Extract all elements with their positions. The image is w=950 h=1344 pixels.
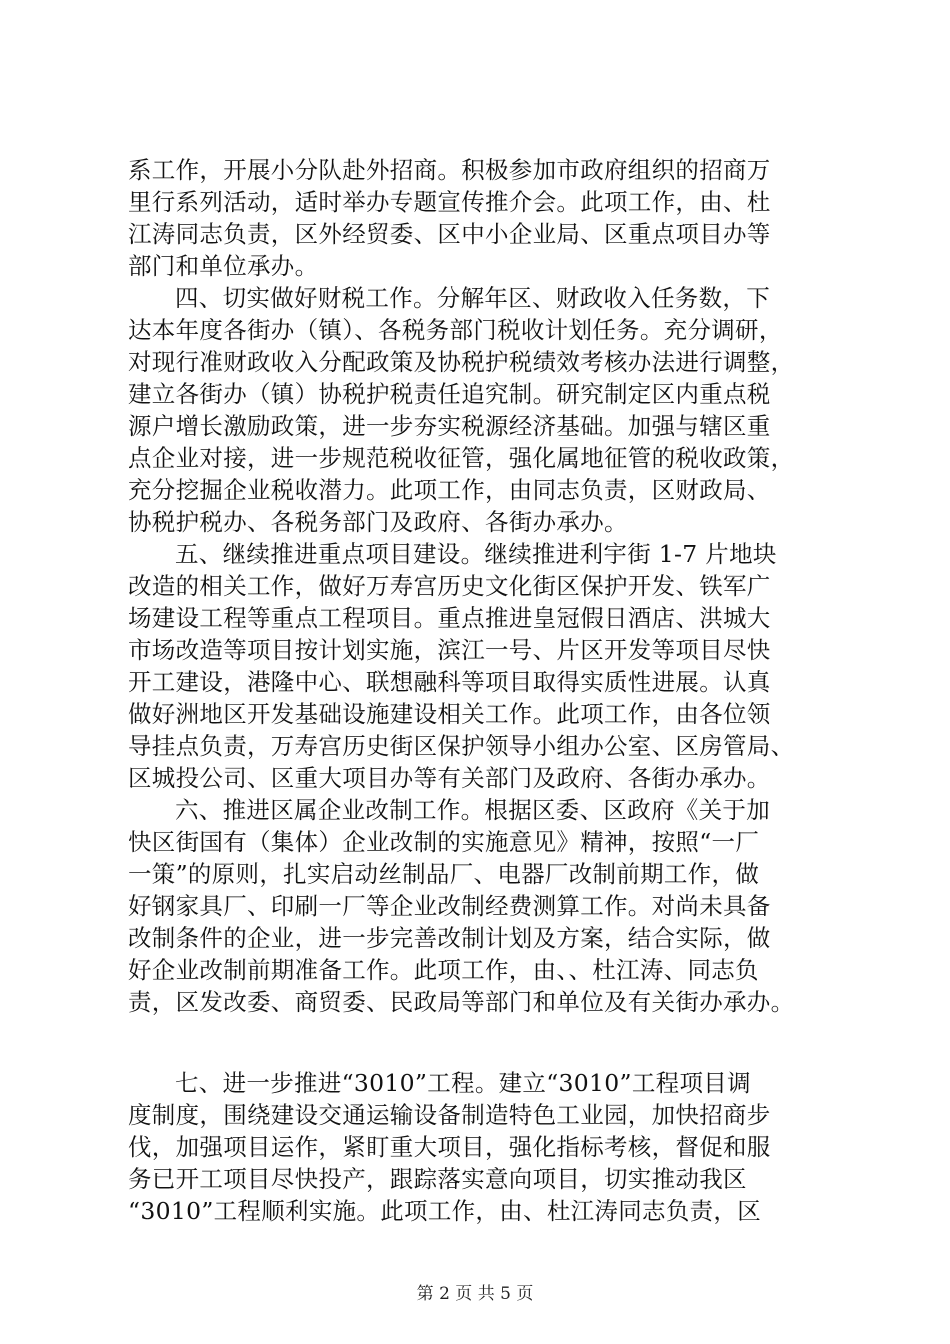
text-line: 好钢家具厂、印刷一厂等企业改制经费测算工作。对尚未具备	[128, 892, 771, 920]
page-number-footer: 第 2 页 共 5 页	[416, 1284, 534, 1304]
paragraph-spacer	[128, 1018, 833, 1067]
paragraph-section-6	[128, 794, 833, 1018]
text-line: 责，区发改委、商贸委、民政局等部门和单位及有关街办承办。	[128, 988, 795, 1016]
text-line: 区城投公司、区重大项目办等有关部门及政府、各街办承办。	[128, 764, 771, 792]
text-line: 改造的相关工作，做好万寿宫历史文化街区保护开发、铁军广	[128, 572, 771, 600]
text-line: 系工作，开展小分队赴外招商。积极参加市政府组织的招商万	[128, 156, 771, 184]
text-line: 对现行准财政收入分配政策及协税护税绩效考核办法进行调整，	[128, 348, 795, 376]
text-line: 部门和单位承办。	[128, 252, 319, 280]
text-line: 江涛同志负责，区外经贸委、区中小企业局、区重点项目办等	[128, 220, 771, 248]
text-line: 达本年度各街办（镇）、各税务部门税收计划任务。充分调研，	[128, 316, 783, 344]
text-line: 场建设工程等重点工程项目。重点推进皇冠假日酒店、洪城大	[128, 604, 771, 632]
text-line: 协税护税办、各税务部门及政府、各街办承办。	[128, 508, 628, 536]
text-line: 伐，加强项目运作，紧盯重大项目，强化指标考核，督促和服	[128, 1133, 771, 1161]
document-body	[128, 154, 833, 1227]
text-line: 建立各街办（镇）协税护税责任追究制。研究制定区内重点税	[128, 380, 771, 408]
text-line: 一策”的原则，扎实启动丝制品厂、电器厂改制前期工作，做	[128, 860, 760, 888]
text-line: “3010”工程顺利实施。此项工作，由、杜江涛同志负责，区	[128, 1197, 762, 1225]
text-line: 里行系列活动，适时举办专题宣传推介会。此项工作，由、杜	[128, 188, 771, 216]
text-line: 七、进一步推进“3010”工程。建立“3010”工程项目调	[175, 1069, 751, 1097]
paragraph-section-5	[128, 538, 833, 794]
paragraph-section-7	[128, 1067, 833, 1227]
text-line: 度制度，围绕建设交通运输设备制造特色工业园，加快招商步	[128, 1101, 771, 1129]
text-line: 市场改造等项目按计划实施，滨江一号、片区开发等项目尽快	[128, 636, 771, 664]
text-line: 导挂点负责，万寿宫历史街区保护领导小组办公室、区房管局、	[128, 732, 795, 760]
text-line: 四、切实做好财税工作。分解年区、财政收入任务数，下	[175, 284, 770, 312]
text-line: 开工建设，港隆中心、联想融科等项目取得实质性进展。认真	[128, 668, 771, 696]
text-line: 五、继续推进重点项目建设。继续推进利宇街 1-7 片地块	[175, 540, 777, 568]
text-line: 六、推进区属企业改制工作。根据区委、区政府《关于加	[175, 796, 770, 824]
text-line: 好企业改制前期准备工作。此项工作，由、、杜江涛、同志负	[128, 956, 759, 984]
text-line: 源户增长激励政策，进一步夯实税源经济基础。加强与辖区重	[128, 412, 771, 440]
text-line: 做好洲地区开发基础设施建设相关工作。此项工作，由各位领	[128, 700, 771, 728]
text-line: 充分挖掘企业税收潜力。此项工作，由同志负责，区财政局、	[128, 476, 771, 504]
text-line: 改制条件的企业，进一步完善改制计划及方案，结合实际，做	[128, 924, 771, 952]
text-line: 务已开工项目尽快投产，跟踪落实意向项目，切实推动我区	[128, 1165, 747, 1193]
paragraph-section-4	[128, 282, 833, 538]
text-line: 快区街国有（集体）企业改制的实施意见》精神，按照“一厂	[128, 828, 760, 856]
text-line: 点企业对接，进一步规范税收征管，强化属地征管的税收政策，	[128, 444, 795, 472]
paragraph-continuation	[128, 154, 833, 282]
